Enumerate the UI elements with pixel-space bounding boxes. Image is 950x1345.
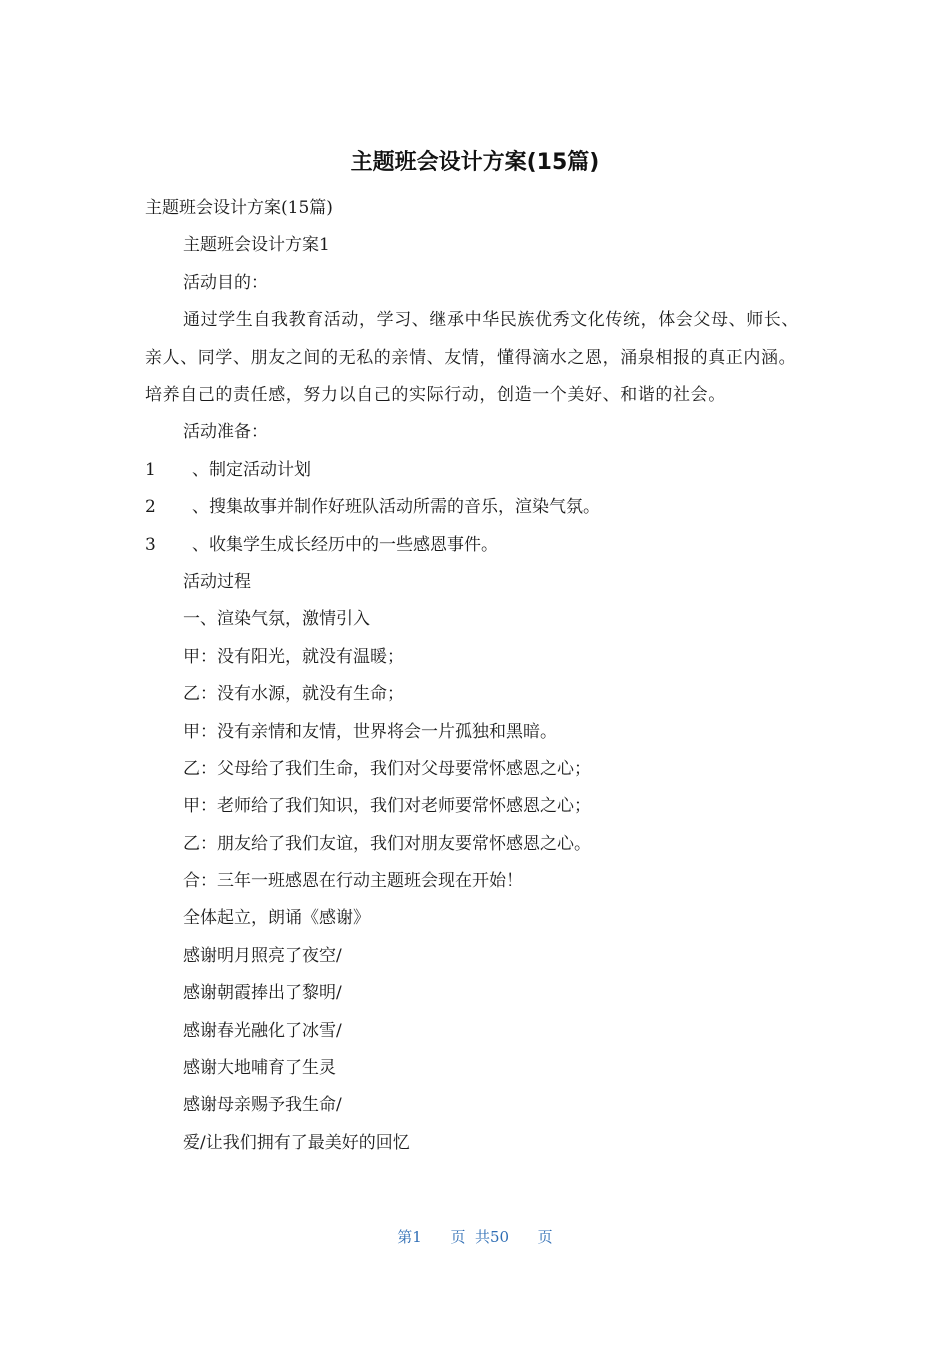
section-heading: 主题班会设计方案1	[183, 235, 330, 256]
process-line: 一、渲染气氛，激情引入	[183, 609, 370, 630]
process-line: 全体起立，朗诵《感谢》	[183, 908, 370, 929]
prep-label: 活动准备：	[183, 422, 268, 443]
poem-line: 感谢大地哺育了生灵	[183, 1058, 336, 1079]
prep-item-number: 2	[145, 497, 156, 518]
subtitle: 主题班会设计方案(15篇)	[145, 198, 333, 218]
prep-item-text: 、收集学生成长经历中的一些感恩事件。	[192, 534, 498, 555]
process-line: 乙：没有水源，就没有生命；	[183, 684, 404, 705]
document-title: 主题班会设计方案(15篇)	[350, 150, 600, 175]
poem-line: 感谢明月照亮了夜空/	[183, 945, 342, 966]
prep-item	[145, 527, 800, 564]
prep-item-text: 、搜集故事并制作好班队活动所需的音乐，渲染气氛。	[192, 497, 600, 518]
process-line: 乙：朋友给了我们友谊，我们对朋友要常怀感恩之心。	[183, 833, 591, 854]
process-label: 活动过程	[183, 571, 251, 592]
prep-item	[145, 489, 800, 526]
goal-label: 活动目的：	[183, 272, 268, 293]
poem-line: 感谢春光融化了冰雪/	[183, 1020, 342, 1041]
prep-item-text: 、制定活动计划	[192, 459, 311, 480]
process-line: 合：三年一班感恩在行动主题班会现在开始！	[183, 871, 523, 892]
process-line: 甲：没有阳光，就没有温暖；	[183, 646, 404, 667]
prep-item-number: 3	[145, 534, 156, 555]
document-body	[145, 190, 800, 1162]
poem-line: 爱/让我们拥有了最美好的回忆	[183, 1132, 410, 1153]
poem-line: 感谢母亲赐予我生命/	[183, 1095, 342, 1116]
process-line: 甲：没有亲情和友情，世界将会一片孤独和黑暗。	[183, 721, 557, 742]
goal-paragraph: 通过学生自我教育活动，学习、继承中华民族优秀文化传统，体会父母、师长、亲人、同学、朋友之间的无私的亲情、友情，懂得滴水之恩，涌泉相报的真正内涵。培养自己的责任感，努力以自己的实际行动，创造一个美好、和谐的社会。	[145, 310, 799, 405]
process-line: 乙：父母给了我们生命，我们对父母要常怀感恩之心；	[183, 758, 591, 779]
prep-item-number: 1	[145, 459, 156, 480]
process-line: 甲：老师给了我们知识，我们对老师要常怀感恩之心；	[183, 796, 591, 817]
poem-line: 感谢朝霞捧出了黎明/	[183, 983, 342, 1004]
prep-item	[145, 452, 800, 489]
page-footer: 第1 页 共50 页	[397, 1228, 553, 1246]
